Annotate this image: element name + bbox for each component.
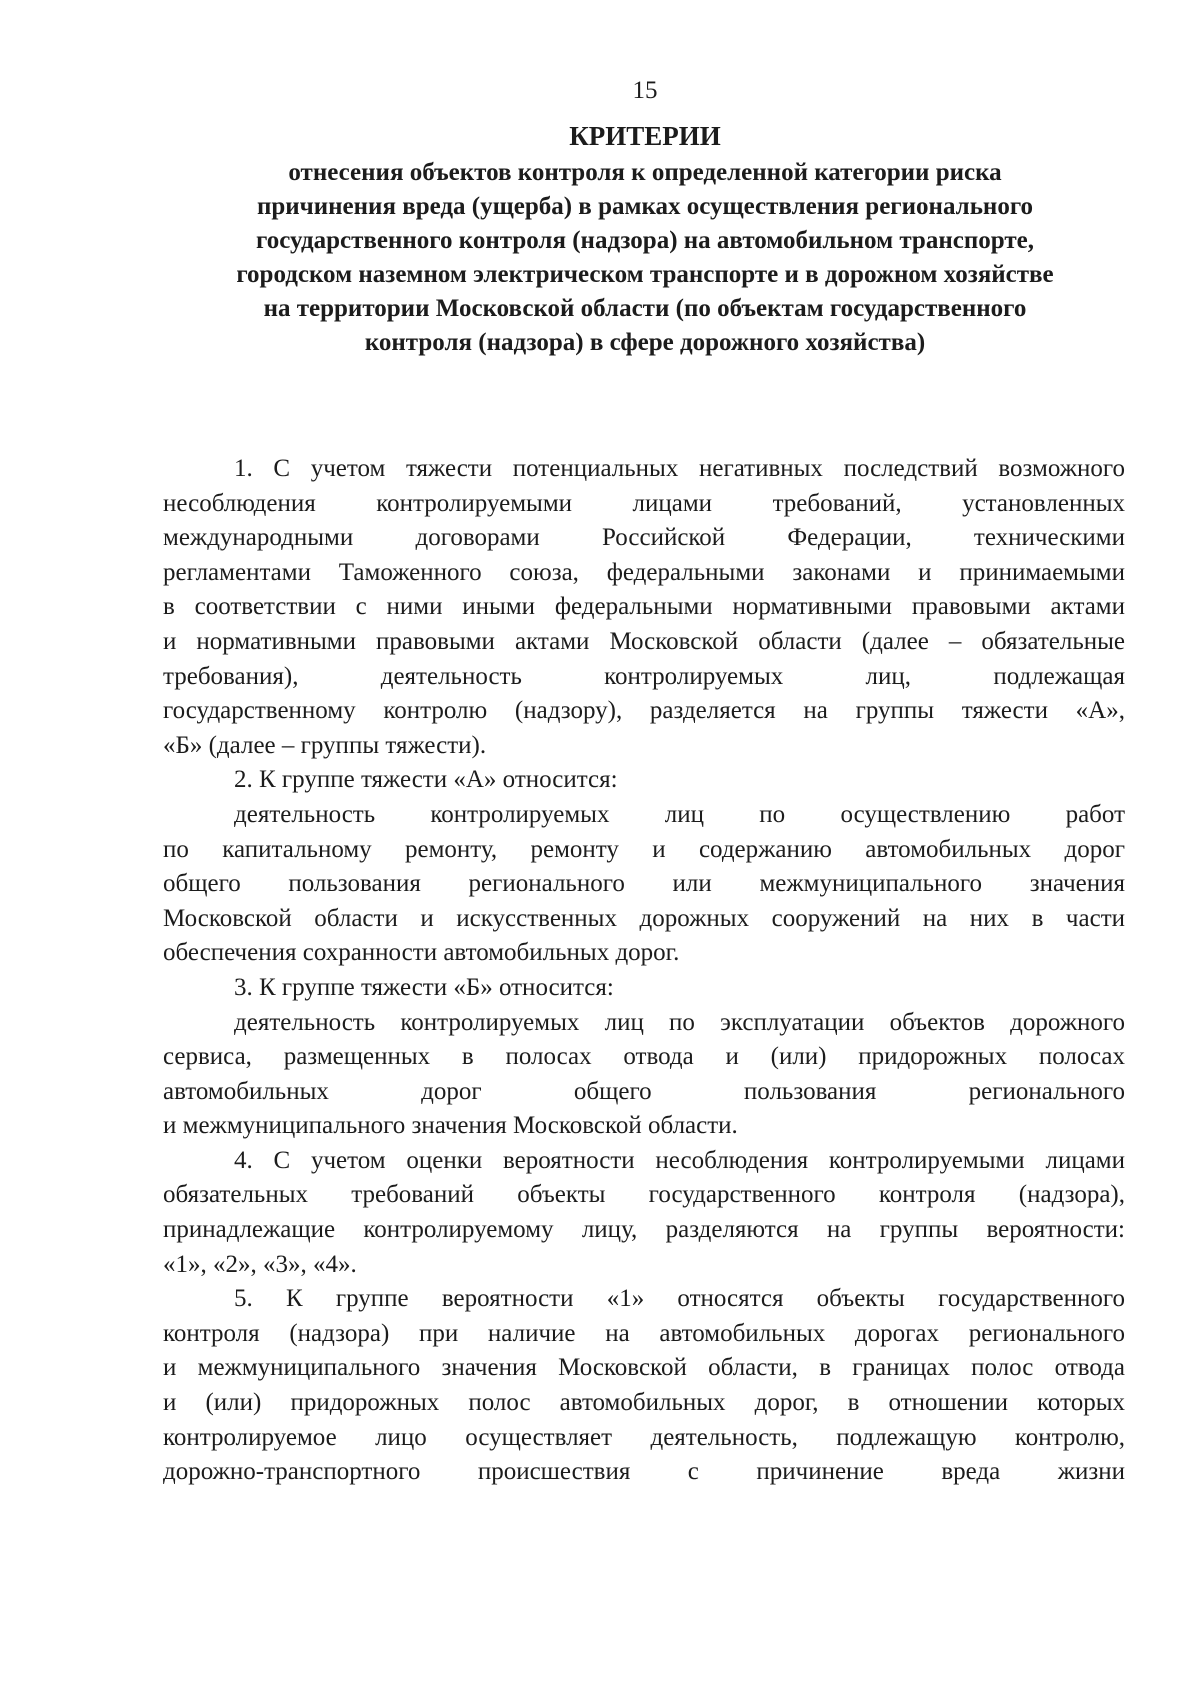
text-line: 1. С учетом тяжести потенциальных негативных последствий возможного xyxy=(234,455,1125,482)
text-line: автомобильных дорог общего пользования регионального xyxy=(163,1077,1125,1105)
text-line: 3. К группе тяжести «Б» относится: xyxy=(234,973,614,1001)
text-line: обязательных требований объекты государственного контроля (надзора), xyxy=(163,1181,1125,1209)
subtitle-line: на территории Московской области (по объектам государственного xyxy=(263,295,1027,322)
text-line: по капитальному ремонту, ремонту и содержанию автомобильных дорог xyxy=(163,835,1125,863)
text-line: общего пользования регионального или межмуниципального значения xyxy=(163,870,1125,898)
paragraph-7 xyxy=(163,1282,1125,1490)
text-line: «1», «2», «3», «4». xyxy=(163,1250,357,1278)
text-line: и (или) придорожных полос автомобильных дорог, в отношении которых xyxy=(163,1389,1125,1417)
subtitle-line: причинения вреда (ущерба) в рамках осуществления регионального xyxy=(256,193,1034,220)
text-line: в соответствии с ними иными федеральными нормативными правовыми актами xyxy=(163,593,1125,621)
paragraph-4 xyxy=(163,971,1125,1006)
subtitle-line: отнесения объектов контроля к определенной категории риска xyxy=(288,159,1002,186)
paragraph-2 xyxy=(163,763,1125,798)
text-line: принадлежащие контролируемому лицу, разделяются на группы вероятности: xyxy=(163,1216,1125,1244)
paragraph-3 xyxy=(163,798,1125,971)
page-number: 15 xyxy=(632,77,658,104)
subtitle-line: государственного контроля (надзора) на автомобильном транспорте, xyxy=(256,227,1034,254)
paragraph-6 xyxy=(163,1144,1125,1282)
document-title: КРИТЕРИИ xyxy=(569,121,721,151)
text-line: и нормативными правовыми актами Московской области (далее – обязательные xyxy=(163,627,1125,655)
text-line: регламентами Таможенного союза, федеральными законами и принимаемыми xyxy=(163,558,1125,586)
document-subtitle xyxy=(170,156,1120,360)
text-line: деятельность контролируемых лиц по эксплуатации объектов дорожного xyxy=(234,1008,1125,1036)
text-line: и межмуниципального значения Московской области. xyxy=(163,1112,738,1140)
text-line: Московской области и искусственных дорожных сооружений на них в части xyxy=(163,904,1125,932)
text-line: контролируемое лицо осуществляет деятельность, подлежащую контролю, xyxy=(163,1423,1125,1451)
subtitle-line: городском наземном электрическом транспорте и в дорожном хозяйстве xyxy=(236,261,1054,288)
subtitle-line: контроля (надзора) в сфере дорожного хозяйства) xyxy=(364,329,926,356)
text-line: деятельность контролируемых лиц по осуществлению работ xyxy=(234,800,1125,828)
paragraph-1 xyxy=(163,452,1125,763)
text-line: и межмуниципального значения Московской области, в границах полос отвода xyxy=(163,1354,1125,1382)
text-line: дорожно-транспортного происшествия с причинение вреда жизни xyxy=(163,1458,1125,1486)
text-line: требования), деятельность контролируемых лиц, подлежащая xyxy=(163,662,1125,690)
text-line: 5. К группе вероятности «1» относятся объекты государственного xyxy=(234,1285,1125,1313)
text-line: государственному контролю (надзору), разделяется на группы тяжести «А», xyxy=(163,697,1125,725)
text-line: «Б» (далее – группы тяжести). xyxy=(163,731,487,759)
text-line: несоблюдения контролируемыми лицами требований, установленных xyxy=(163,489,1125,517)
text-line: сервиса, размещенных в полосах отвода и (или) придорожных полосах xyxy=(163,1043,1125,1071)
text-line: 4. С учетом оценки вероятности несоблюдения контролируемыми лицами xyxy=(234,1146,1125,1174)
text-line: 2. К группе тяжести «А» относится: xyxy=(234,766,618,794)
document-body xyxy=(163,452,1125,1490)
text-line: контроля (надзора) при наличие на автомобильных дорогах регионального xyxy=(163,1319,1125,1347)
text-line: обеспечения сохранности автомобильных дорог. xyxy=(163,939,680,967)
paragraph-5 xyxy=(163,1006,1125,1144)
text-line: международными договорами Российской Федерации, техническими xyxy=(163,524,1125,552)
